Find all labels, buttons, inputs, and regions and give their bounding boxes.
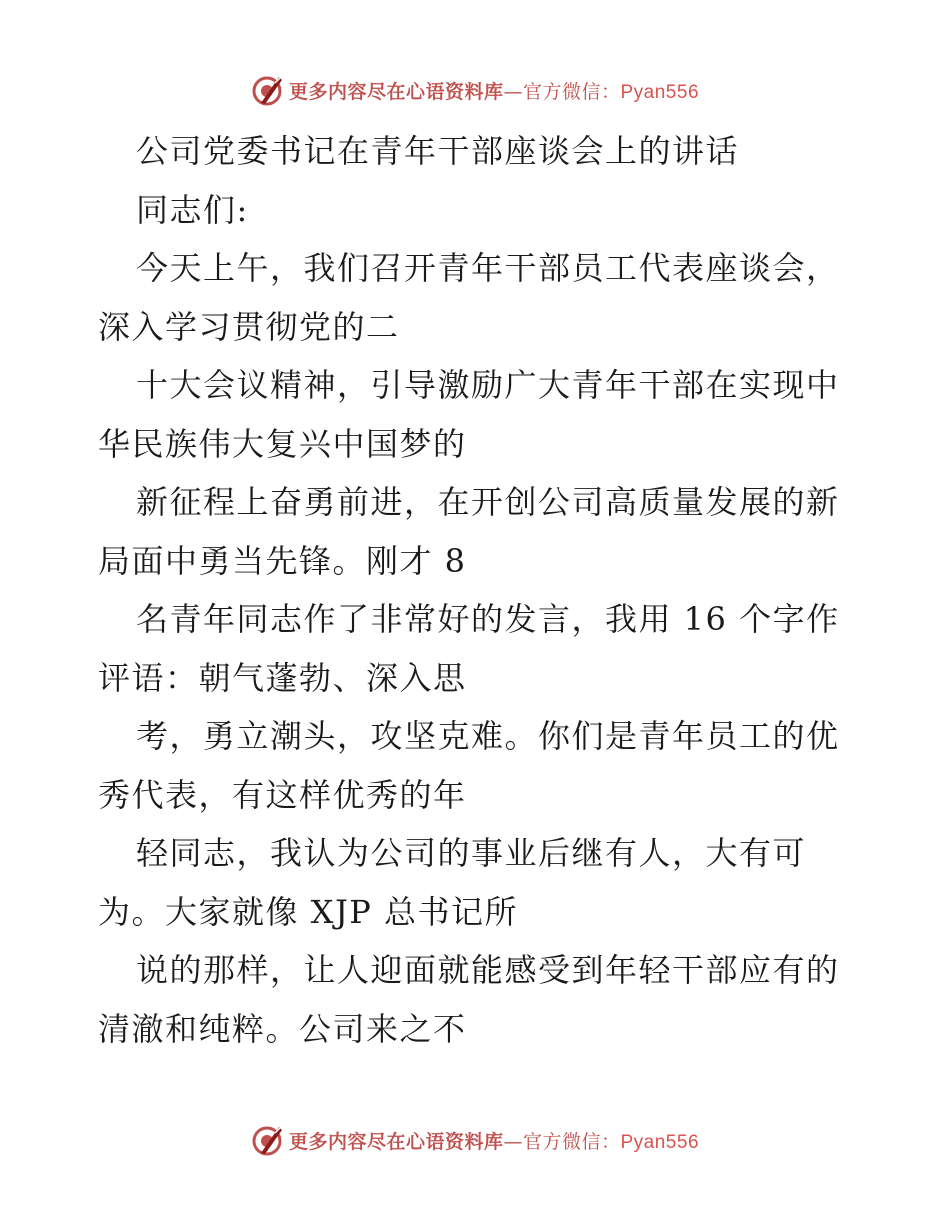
document-body: [98, 122, 858, 1058]
text-line: 十大会议精神，引导激励广大青年干部在实现中: [136, 366, 840, 404]
text-line: 评语：朝气蓬勃、深入思: [98, 658, 467, 697]
text-line: 局面中勇当先锋。刚才 8: [98, 541, 467, 580]
text-line: 名青年同志作了非常好的发言，我用 16 个字作: [136, 600, 840, 638]
text-line: 秀代表，有这样优秀的年: [98, 775, 467, 814]
text-line: 为。大家就像 XJP 总书记所: [98, 892, 518, 931]
footer-watermark: [0, 1120, 950, 1160]
watermark-label: 更多内容尽在心语资料库—官方微信：Pyan556: [288, 1130, 700, 1153]
text-line: 深入学习贯彻党的二: [98, 307, 400, 346]
header-watermark: [0, 70, 950, 110]
salutation: 同志们:: [136, 190, 249, 229]
text-line: 考，勇立潮头，攻坚克难。你们是青年员工的优: [136, 717, 840, 755]
document-title: 公司党委书记在青年干部座谈会上的讲话: [136, 132, 740, 170]
text-line: 清澈和纯粹。公司来之不: [98, 1009, 467, 1048]
text-line: 华民族伟大复兴中国梦的: [98, 424, 467, 463]
watermark-label: 更多内容尽在心语资料库—官方微信：Pyan556: [288, 80, 700, 103]
text-line: 今天上午，我们召开青年干部员工代表座谈会，: [136, 249, 840, 287]
quill-logo-icon: [251, 1123, 285, 1157]
text-line: 轻同志，我认为公司的事业后继有人，大有可: [136, 834, 807, 872]
text-line: 说的那样，让人迎面就能感受到年轻干部应有的: [136, 951, 840, 989]
quill-logo-icon: [251, 73, 285, 107]
text-line: 新征程上奋勇前进，在开创公司高质量发展的新: [136, 483, 840, 521]
